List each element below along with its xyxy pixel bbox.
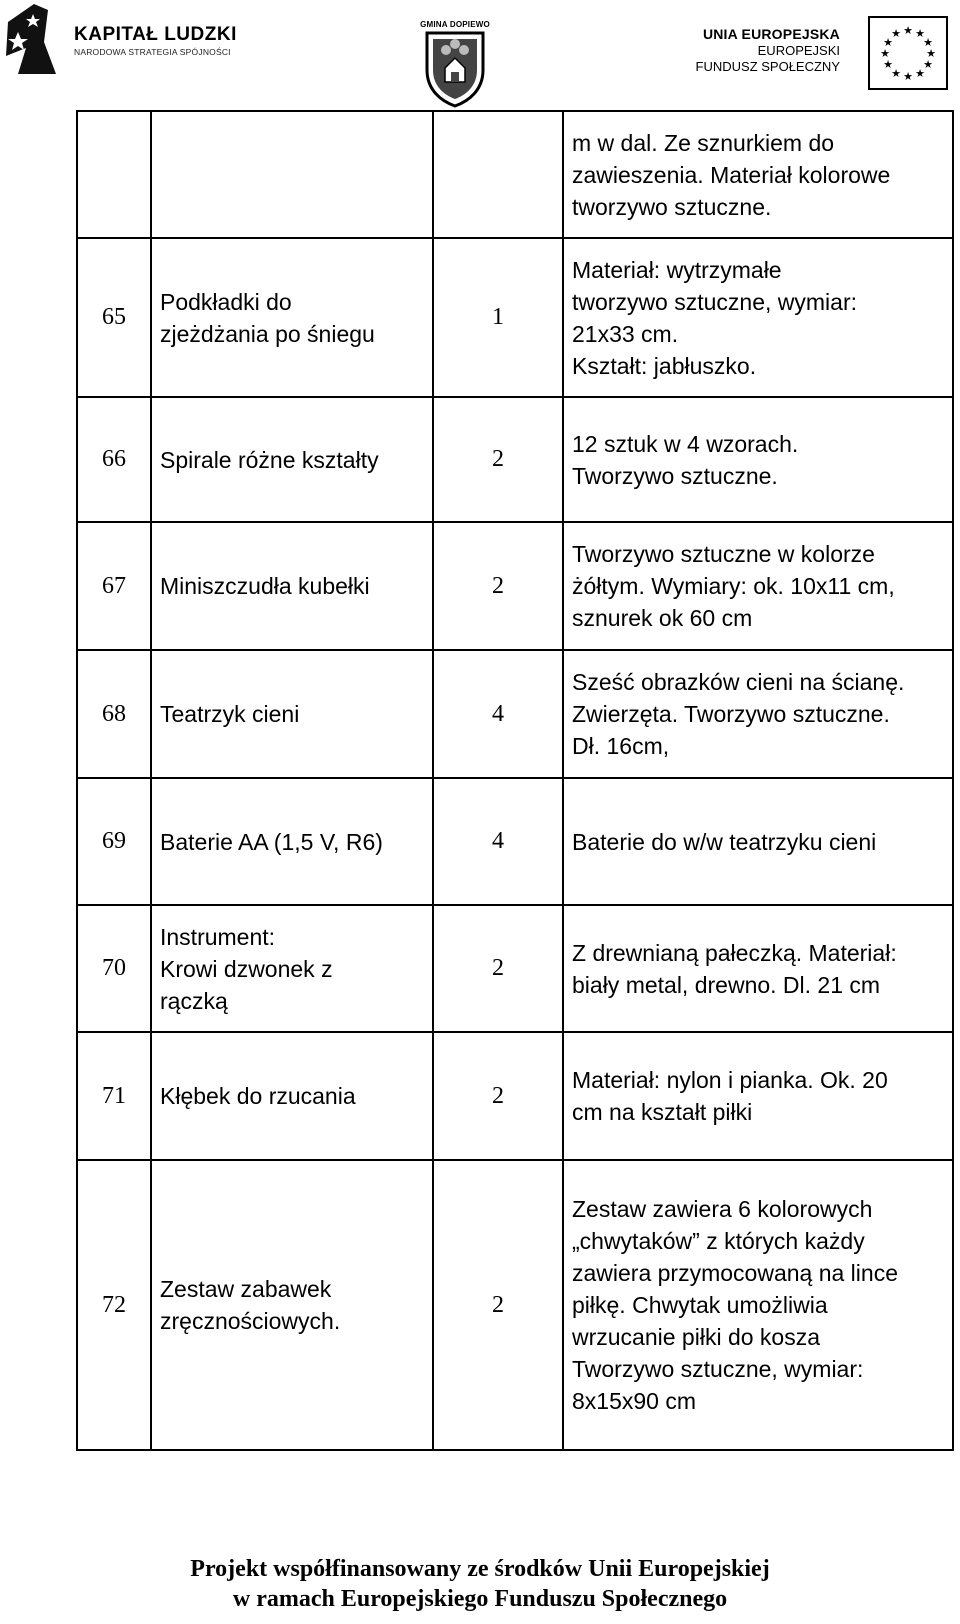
ue-line-1: UNIA EUROPEJSKA bbox=[702, 26, 840, 42]
item-quantity: 2 bbox=[433, 905, 563, 1032]
item-name: Instrument: Krowi dzwonek z rączką bbox=[151, 905, 433, 1032]
item-quantity: 2 bbox=[433, 1032, 563, 1160]
coat-of-arms-icon bbox=[424, 30, 486, 108]
item-quantity: 4 bbox=[433, 650, 563, 778]
table-row bbox=[77, 1032, 953, 1160]
footer-line-1: Projekt współfinansowany ze środków Unii Europejskiej bbox=[190, 1556, 770, 1582]
item-description: m w dal. Ze sznurkiem do zawieszenia. Materiał kolorowe tworzywo sztuczne. bbox=[563, 111, 953, 238]
table-row bbox=[77, 1160, 953, 1450]
svg-text:★: ★ bbox=[926, 47, 936, 60]
row-number bbox=[77, 111, 151, 238]
item-description: Materiał: nylon i pianka. Ok. 20 cm na kształt piłki bbox=[563, 1032, 953, 1160]
table-row bbox=[77, 397, 953, 522]
svg-text:★: ★ bbox=[923, 36, 933, 49]
kapital-ludzki-emblem-icon bbox=[4, 2, 62, 76]
kapital-ludzki-logo bbox=[4, 0, 244, 80]
table-row bbox=[77, 522, 953, 650]
page-footer bbox=[0, 1554, 960, 1614]
ue-line-3: FUNDUSZ SPOŁECZNY bbox=[695, 59, 840, 74]
row-number: 72 bbox=[77, 1160, 151, 1450]
item-description: Z drewnianą pałeczką. Materiał: biały metal, drewno. Dl. 21 cm bbox=[563, 905, 953, 1032]
item-quantity: 2 bbox=[433, 522, 563, 650]
table-row bbox=[77, 111, 953, 238]
svg-text:★: ★ bbox=[880, 47, 890, 60]
svg-text:★: ★ bbox=[883, 58, 893, 71]
item-description: 12 sztuk w 4 wzorach. Tworzywo sztuczne. bbox=[563, 397, 953, 522]
item-name: Zestaw zabawek zręcznościowych. bbox=[151, 1160, 433, 1450]
item-quantity: 1 bbox=[433, 238, 563, 397]
svg-text:★: ★ bbox=[903, 24, 913, 37]
item-name: Spirale różne kształty bbox=[151, 397, 433, 522]
item-description: Zestaw zawiera 6 kolorowych „chwytaków” z których każdy zawiera przymocowaną na lince piłkę. Chwytak umożliwia wrzucanie piłki do kosza Tworzywo sztuczne, wymiar: 8x15x90 cm bbox=[563, 1160, 953, 1450]
item-description: Baterie do w/w teatrzyku cieni bbox=[563, 778, 953, 905]
item-name: Miniszczudła kubełki bbox=[151, 522, 433, 650]
table-row bbox=[77, 778, 953, 905]
svg-text:★: ★ bbox=[891, 27, 901, 40]
row-number: 70 bbox=[77, 905, 151, 1032]
eu-stars-icon bbox=[870, 18, 946, 88]
footer-line-2: w ramach Europejskiego Funduszu Społecznego bbox=[232, 1586, 728, 1612]
row-number: 68 bbox=[77, 650, 151, 778]
item-quantity: 2 bbox=[433, 397, 563, 522]
item-quantity: 4 bbox=[433, 778, 563, 905]
table-row bbox=[77, 238, 953, 397]
svg-text:★: ★ bbox=[915, 27, 925, 40]
page-header bbox=[0, 0, 960, 112]
kapital-ludzki-title: KAPITAŁ LUDZKI bbox=[74, 24, 237, 45]
svg-text:★: ★ bbox=[915, 67, 925, 80]
svg-text:★: ★ bbox=[903, 70, 913, 83]
item-name: Teatrzyk cieni bbox=[151, 650, 433, 778]
table-row bbox=[77, 905, 953, 1032]
products-table bbox=[76, 110, 954, 1451]
item-name: Kłębek do rzucania bbox=[151, 1032, 433, 1160]
svg-text:★: ★ bbox=[891, 67, 901, 80]
gmina-crest bbox=[420, 20, 490, 112]
item-description: Tworzywo sztuczne w kolorze żółtym. Wymiary: ok. 10x11 cm, sznurek ok 60 cm bbox=[563, 522, 953, 650]
row-number: 66 bbox=[77, 397, 151, 522]
svg-text:★: ★ bbox=[883, 36, 893, 49]
table-row bbox=[77, 650, 953, 778]
eu-flag bbox=[868, 16, 948, 90]
svg-text:★: ★ bbox=[923, 58, 933, 71]
row-number: 65 bbox=[77, 238, 151, 397]
item-quantity: 2 bbox=[433, 1160, 563, 1450]
gmina-label: GMINA DOPIEWO bbox=[420, 20, 490, 29]
kapital-ludzki-subtitle: NARODOWA STRATEGIA SPÓJNOŚCI bbox=[74, 47, 231, 57]
item-name: Podkładki do zjeżdżania po śniegu bbox=[151, 238, 433, 397]
row-number: 69 bbox=[77, 778, 151, 905]
item-name bbox=[151, 111, 433, 238]
row-number: 67 bbox=[77, 522, 151, 650]
item-quantity bbox=[433, 111, 563, 238]
unia-europejska-text bbox=[690, 26, 840, 75]
ue-line-2: EUROPEJSKI bbox=[757, 43, 840, 58]
row-number: 71 bbox=[77, 1032, 151, 1160]
item-description: Sześć obrazków cieni na ścianę. Zwierzęta. Tworzywo sztuczne. Dł. 16cm, bbox=[563, 650, 953, 778]
item-name: Baterie AA (1,5 V, R6) bbox=[151, 778, 433, 905]
item-description: Materiał: wytrzymałe tworzywo sztuczne, wymiar: 21x33 cm. Kształt: jabłuszko. bbox=[563, 238, 953, 397]
